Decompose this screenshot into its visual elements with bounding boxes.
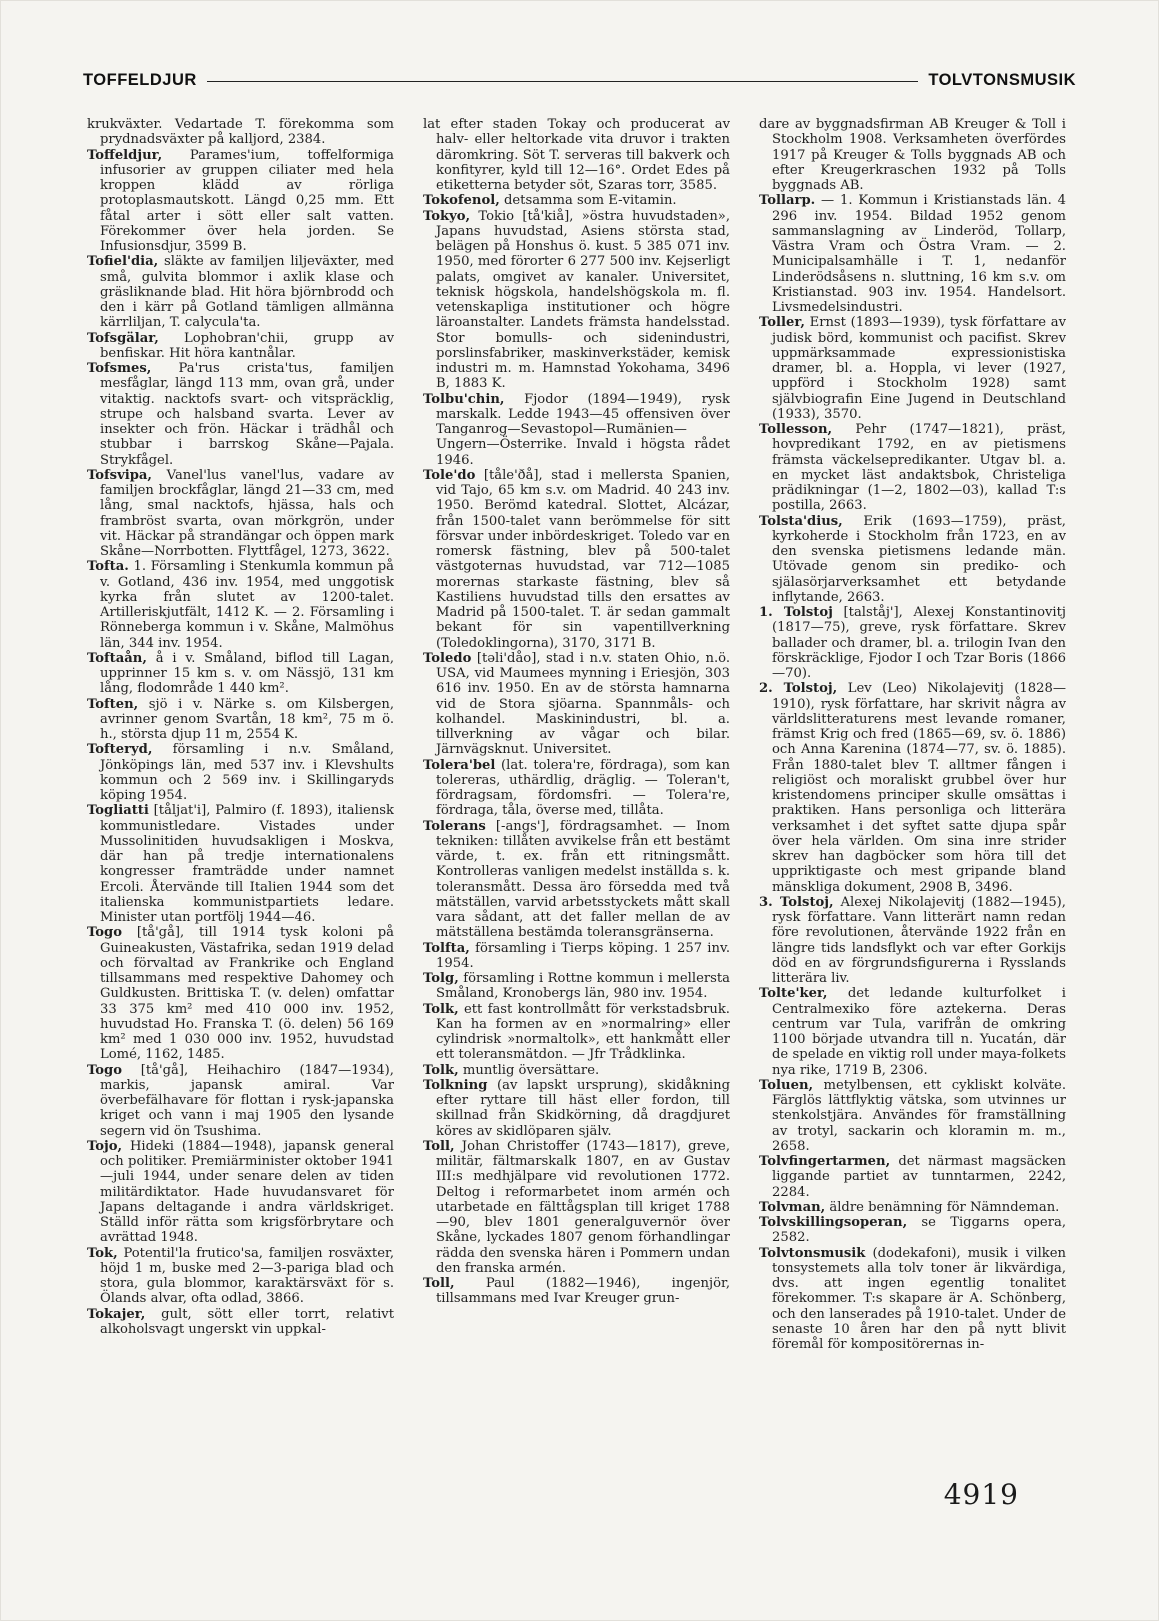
entry-headword: Tolk, <box>423 1001 459 1017</box>
entry-text: muntlig översättare. <box>458 1062 600 1078</box>
entry-text: Erik (1693—1759), präst, kyrkoherde i Stockholm från 1723, en av den svenska pietismens ledande män. Utövade genom sin prediko- och själasörjarverksamhet ett betydande inflytande, 2663. <box>772 513 1066 605</box>
entry-text: Fjodor (1894—1949), rysk marskalk. Ledde 1943—45 offensiven över Tanganrog—Sevastopol—Rumänien—Ungern—Österrike. Invald i högsta rådet 1946. <box>436 391 730 468</box>
entry-headword: Tok, <box>87 1245 118 1261</box>
dictionary-entry <box>87 148 394 255</box>
dictionary-entry <box>87 1307 394 1338</box>
entry-headword: Togliatti <box>87 803 149 819</box>
entry-headword: Tolerans <box>423 818 486 834</box>
dictionary-entry <box>423 941 730 972</box>
entry-headword: Tolera'bel <box>423 757 496 773</box>
entry-text: detsamma som E-vitamin. <box>499 193 677 209</box>
dictionary-entry <box>87 697 394 743</box>
entry-headword: Tokyo, <box>423 208 471 224</box>
dictionary-entry <box>759 1078 1066 1154</box>
entry-text: Parames'ium, toffelformiga infusorier av gruppen ciliater med hela kroppen klädd av rörliga protoplasmautskott. Längd 0,25 mm. Ett fåtal arter i sött eller salt vatten. Förekommer över hela jorden. Se Infusionsdjur, 3599 B. <box>100 147 394 254</box>
dictionary-entry <box>759 605 1066 681</box>
entry-text: [təli'dåo], stad i n.v. staten Ohio, n.ö. USA, vid Maumees mynning i Eriesjön, 303 616 inv. 1950. En av de största hamnarna vid de Stora sjöarna. Spannmåls- och kolhandel. Maskinindustri, bl. a. tillverkning av vågar och bilar. Järnvägsknut. Universitet. <box>436 650 730 758</box>
dictionary-entry <box>423 209 730 392</box>
dictionary-entry <box>759 1154 1066 1200</box>
entry-headword: 1. Tolstoj <box>759 605 833 620</box>
entry-text: Lev (Leo) Nikolajevitj (1828—1910), rysk författare, har skrivit några av världslitteraturens mest levande romaner, främst Krig och fred (1865—69, sv. ö. 1886) och Anna Karenina (1874—77, sv. ö. 1885). Från 1880-talet blev T. alltmer fången i religiöst och moraliskt grubbel över hur kristendomens principer skulle omsättas i praktiken. Hans personliga och litterära verksamhet i det syftet satte djupa spår över hela världen. Om sina inre strider skrev han dagböcker som höra till det uppriktigaste och mest gripande bland mänskliga dokument, 2908 B, 3496. <box>772 681 1066 895</box>
header-rule <box>207 81 919 82</box>
dictionary-entry <box>759 117 1066 193</box>
entry-headword: Toledo <box>423 650 472 666</box>
entry-headword: Tofiel'dia, <box>87 254 159 270</box>
entry-headword: Tolfta, <box>423 940 470 956</box>
header-right-guideword: TOLVTONSMUSIK <box>928 70 1076 89</box>
entry-headword: Tolvskillingsoperan, <box>759 1215 908 1230</box>
entry-headword: Togo <box>87 1062 122 1078</box>
entry-headword: Tojo, <box>87 1138 123 1154</box>
entry-headword: Toll, <box>423 1276 455 1291</box>
entry-headword: Tolkning <box>423 1077 488 1093</box>
column-2 <box>423 117 730 1487</box>
running-header <box>83 68 1076 92</box>
dictionary-entry <box>759 986 1066 1078</box>
column-3 <box>759 117 1066 1487</box>
entry-text: Ernst (1893—1939), tysk författare av judisk börd, kommunist och pacifist. Skrev uppmärksammade expressionistiska dramer, bl. a. Hoppla, vi lever (1927, uppförd i Stockholm 1928) samt självbiografin Eine Jugend in Deutschland (1933), 3570. <box>772 315 1066 422</box>
entry-text: äldre benämning för Nämndeman. <box>825 1199 1060 1215</box>
entry-headword: Tofsgälar, <box>87 330 159 346</box>
entry-headword: Tolte'ker, <box>759 986 828 1002</box>
dictionary-entry <box>423 1276 730 1307</box>
dictionary-entry <box>87 651 394 697</box>
dictionary-entry <box>87 803 394 925</box>
dictionary-entry <box>423 1063 730 1078</box>
entry-text: Potentil'la frutico'sa, familjen rosväxter, höjd 1 m, buske med 2—3-pariga blad och stora, gula blommor, karaktärsväxt för s. Ölands alvar, ofta odlad, 3866. <box>100 1245 394 1307</box>
entry-text: det ledande kulturfolket i Centralmexiko före aztekerna. Deras centrum var Tula, varifrån de omkring 1100 började utvandra till n. Yucatán, där de spelade en viktig roll under maya-folkets nya rike, 1719 B, 2306. <box>772 986 1066 1078</box>
dictionary-entry <box>759 422 1066 514</box>
entry-headword: Toll, <box>423 1138 455 1154</box>
entry-text: lat efter staden Tokay och producerat av halv- eller heltorkade vita druvor i trakten däromkring. Söt T. serveras till bakverk och konfityrer, kyld till 12—16°. Ordet Edes på etiketterna betyder söt, Szaras torr, 3585. <box>423 117 730 193</box>
entry-text: krukväxter. Vedartade T. förekomma som prydnadsväxter på kalljord, 2384. <box>87 117 394 148</box>
dictionary-entry <box>423 651 730 758</box>
dictionary-entry <box>759 895 1066 987</box>
entry-text: Hideki (1884—1948), japansk general och politiker. Premiärminister oktober 1941—juli 1944, under senare delen av tiden militärdiktator. Hade huvudansvaret för Japans deltagande i andra världskriget. Ställd inför rätta som krigsförbrytare och avrättad 1948. <box>100 1138 394 1246</box>
entry-text: (av lapskt ursprung), skidåkning efter ryttare till häst eller fordon, till skillnad från Skidkörning, då dragdjuret köres av skidlöparen själv. <box>436 1077 730 1139</box>
entry-text: släkte av familjen liljeväxter, med små, gulvita blommor i axlik klase och gräsliknande blad. Hit höra björnbrodd och den i kärr på Gotland tämligen allmänna kärrliljan, T. calycula'ta. <box>100 254 394 331</box>
entry-headword: Tolvman, <box>759 1199 826 1215</box>
entry-text: [tå'gå], Heihachiro (1847—1934), markis, japansk amiral. Var överbefälhavare för flottan i rysk-japanska kriget och vann i maj 1905 den lysande segern vid ön Tsushima. <box>100 1062 394 1139</box>
dictionary-entry <box>423 819 730 941</box>
entry-headword: Tofteryd, <box>87 742 153 758</box>
dictionary-entry <box>759 315 1066 422</box>
dictionary-entry <box>759 514 1066 606</box>
dictionary-entry <box>759 1200 1066 1215</box>
header-left-guideword: TOFFELDJUR <box>83 70 197 89</box>
entry-headword: Toften, <box>87 696 139 712</box>
dictionary-entry <box>423 1139 730 1276</box>
entry-headword: Tollarp. <box>759 193 816 209</box>
dictionary-entry <box>87 468 394 560</box>
entry-headword: Tokajer, <box>87 1306 146 1322</box>
entry-headword: 3. Tolstoj, <box>759 894 834 910</box>
dictionary-entry <box>87 331 394 362</box>
entry-headword: Toftaån, <box>87 650 147 666</box>
entry-text: Pa'rus crista'tus, familjen mesfåglar, längd 113 mm, ovan grå, under vitaktig. nacktofs svart- och vitspräcklig, strupe och halsband svarta. Lever av insekter och frön. Häckar i trädhål och stubbar i barrskog Skåne—Pajala. Strykfågel. <box>100 361 394 468</box>
entry-text: [tåljat'i], Palmiro (f. 1893), italiensk kommunistledare. Vistades under Mussolinitiden huvudsakligen i Moskva, där han på tredje internationalens kongresser framträdde under namnet Ercoli. Återvände till Italien 1944 som det italienska kommunistpartiets ledare. Minister utan portfölj 1944—46. <box>100 803 394 925</box>
dictionary-entry <box>423 971 730 1002</box>
entry-text: — 1. Kommun i Kristianstads län. 4 296 inv. 1954. Bildad 1952 genom sammanslagning av Linderöd, Tollarp, Västra Vram och Östra Vram. — 2. Municipalsamhälle i T. 1, nedanför Linderödsåsens n. sluttning, 16 km s.v. om Kristianstad. 903 inv. 1954. Handelsort. Livsmedelsindustri. <box>772 193 1066 315</box>
entry-text: ett fast kontrollmått för verkstadsbruk. Kan ha formen av en »normalring» eller cylindrisk »normaltolk», ett hankmått eller ett toleransmätdon. — Jfr Trådklinka. <box>436 1001 730 1063</box>
entry-text: dare av byggnadsfirman AB Kreuger & Toll i Stockholm 1908. Verksamheten överfördes 1917 på Kreuger & Tolls byggnads AB och efter Kreugerkraschen 1932 på Tolls byggnads AB. <box>759 117 1066 193</box>
entry-text: Pehr (1747—1821), präst, hovpredikant 1792, en av pietismens främsta väckelsepredikanter. Utgav bl. a. en mycket läst andaktsbok, Christeliga prädikningar (1—2, 1802—03), kallad T:s postilla, 2663. <box>772 422 1066 514</box>
dictionary-entry <box>87 361 394 468</box>
entry-headword: Tolvtonsmusik <box>759 1245 866 1261</box>
dictionary-entry <box>87 254 394 330</box>
entry-headword: Tolk, <box>423 1062 459 1078</box>
dictionary-entry <box>759 193 1066 315</box>
dictionary-entry <box>423 758 730 819</box>
entry-text: [talståj'], Alexej Konstantinovitj (1817—75), greve, rysk författare. Skrev ballader och dramer, bl. a. trilogin Ivan den förskräcklige, Fjodor I och Tzar Boris (1866—70). <box>772 605 1066 681</box>
entry-headword: Tolvfingertarmen, <box>759 1154 891 1169</box>
entry-text: [tåle'ðå], stad i mellersta Spanien, vid Tajo, 65 km s.v. om Madrid. 40 243 inv. 1950. Berömd katedral. Slottet, Alcázar, från 1500-talet vann berömmelse för sitt försvar under inbördeskriget. Toledo var en romersk fästning, blev på 500-talet västgoternas huvudstad, var 712—1085 morernas starkaste fästning, blev så Kastiliens huvudstad tills den ersattes av Madrid på 1500-talet. T. är sedan gammalt bekant för sin vapentillverkning (Toledoklingorna), 3170, 3171 B. <box>436 467 730 651</box>
column-1 <box>87 117 394 1487</box>
entry-text: församling i n.v. Småland, Jönköpings län, med 537 inv. i Klevshults kommun och 2 569 inv. i Skillingaryds köping 1954. <box>100 742 394 803</box>
dictionary-entry <box>87 1063 394 1139</box>
entry-text: [-angs'], fördragsamhet. — Inom tekniken: tillåten avvikelse från ett bestämt värde, t. ex. från ett ritningsmått. Kontrolleras vanligen medelst inställda s. k. toleransmått. Dessa äro försedda med två mätställen, varvid arbetsstyckets mått skall vara sådant, att det faller mellan de av mätställena bestämda toleransgränserna. <box>436 818 730 941</box>
dictionary-entry <box>759 681 1066 895</box>
dictionary-entry <box>87 117 394 148</box>
entry-text: 1. Församling i Stenkumla kommun på v. Gotland, 436 inv. 1954, med unggotisk kyrka från slutet av 1200-talet. Artilleriskjutfält, 1412 K. — 2. Församling i Rönneberga kommun i v. Skåne, Malmöhus län, 344 inv. 1954. <box>100 559 394 651</box>
dictionary-entry <box>423 468 730 651</box>
dictionary-entry <box>423 1002 730 1063</box>
dictionary-entry <box>423 392 730 468</box>
entry-text: sjö i v. Närke s. om Kilsbergen, avrinner genom Svartån, 18 km², 75 m ö. h., största djup 11 m, 2554 K. <box>100 696 394 742</box>
dictionary-entry <box>759 1215 1066 1246</box>
page-number: 4919 <box>943 1478 1019 1511</box>
dictionary-entry <box>87 1246 394 1307</box>
dictionary-entry <box>423 193 730 208</box>
dictionary-entry <box>87 1139 394 1246</box>
entry-headword: Toffeldjur, <box>87 147 163 163</box>
entry-text: församling i Rottne kommun i mellersta Småland, Kronobergs län, 980 inv. 1954. <box>436 971 730 1002</box>
entry-headword: Toller, <box>759 315 805 331</box>
dictionary-entry <box>759 1246 1066 1353</box>
entry-text: metylbensen, ett cykliskt kolväte. Färglös lättflyktig vätska, som utvinnes ur stenkolstjära. Användes för framställning av trotyl, sackarin och kloramin m. m., 2658. <box>772 1077 1066 1154</box>
entry-headword: Tolsta'dius, <box>759 513 843 529</box>
entry-headword: Tokofenol, <box>423 193 500 209</box>
dictionary-entry <box>423 1078 730 1139</box>
entry-headword: Tolbu'chin, <box>423 391 505 407</box>
entry-headword: 2. Tolstoj, <box>759 681 838 697</box>
entry-headword: Togo <box>87 925 122 941</box>
dictionary-entry <box>87 925 394 1062</box>
entry-headword: Tolg, <box>423 971 459 986</box>
entry-text: Lophobran'chii, grupp av benfiskar. Hit höra kantnålar. <box>100 330 394 361</box>
entry-text: (lat. tolera're, fördraga), som kan tolereras, uthärdlig, dräglig. — Toleran't, fördragsam, fördomsfri. — Tolera're, fördraga, tåla, överse med, tillåta. <box>436 757 730 819</box>
dictionary-entry <box>87 559 394 651</box>
entry-text: Vanel'lus vanel'lus, vadare av familjen brockfåglar, längd 21—33 cm, med lång, smal nacktofs, hjässa, hals och frambröst svarta, ovan mörkgrön, under vit. Häckar på strandängar och öppen mark Skåne—Norrbotten. Flyttfågel, 1273, 3622. <box>100 467 394 559</box>
entry-headword: Tofsmes, <box>87 361 152 376</box>
entry-headword: Tole'do <box>423 467 476 483</box>
entry-text: [tå'gå], till 1914 tysk koloni på Guineakusten, Västafrika, sedan 1919 delad och förvaltad av Frankrike och England tillsammans med respektive Dahomey och Guldkusten. Brittiska T. (v. delen) omfattar 33 375 km² med 410 000 inv. 1952, huvudstad Ho. Franska T. (ö. delen) 56 169 km² med 1 030 000 inv. 1952, huvudstad Lomé, 1162, 1485. <box>100 925 394 1063</box>
text-columns <box>87 117 1067 1487</box>
dictionary-entry <box>423 117 730 193</box>
entry-text: Johan Christoffer (1743—1817), greve, militär, fältmarskalk 1807, en av Gustav III:s medhjälpare vid revolutionen 1772. Deltog i reformarbetet inom armén och utarbetade en fälttågsplan till kriget 1788—90, blev 1801 generalguvernör över Skåne, lyckades 1807 genom förhandlingar rädda den svenska hären i Pommern undan den franska armén. <box>436 1138 730 1276</box>
entry-text: Paul (1882—1946), ingenjör, tillsammans med Ivar Kreuger grun- <box>436 1276 730 1307</box>
entry-headword: Toluen, <box>759 1077 814 1093</box>
entry-headword: Tofta. <box>87 559 129 575</box>
dictionary-entry <box>87 742 394 803</box>
entry-text: församling i Tierps köping. 1 257 inv. 1954. <box>436 940 730 971</box>
entry-text: Tokio [tå'kiå], »östra huvudstaden», Japans huvudstad, Asiens största stad, belägen på Honshus ö. kust. 5 385 071 inv. 1950, med förorter 6 277 500 inv. Kejserligt palats, omgivet av kanaler. Universitet, teknisk högskola, handelshögskola m. fl. vetenskapliga institutioner och högre läroanstalter. Landets främsta handelsstad. Stor bomulls- och sidenindustri, porslinsfabriker, maskinverkstäder, kemisk industri m. m. Hamnstad Yokohama, 3496 B, 1883 K. <box>436 208 730 392</box>
entry-headword: Tofsvipa, <box>87 467 152 483</box>
entry-text: (dodekafoni), musik i vilken tonsystemets alla tolv toner är likvärdiga, dvs. att ingen egentlig tonalitet förekommer. T:s skapare är A. Schönberg, och den lanserades på 1910-talet. Under de senaste 10 åren har den på nytt blivit föremål för kompositörernas in- <box>772 1245 1066 1352</box>
entry-text: å i v. Småland, biflod till Lagan, upprinner 15 km s. v. om Nässjö, 131 km lång, flodområde 1 440 km². <box>100 650 394 697</box>
entry-text: gult, sött eller torrt, relativt alkoholsvagt ungerskt vin uppkal- <box>100 1306 394 1337</box>
entry-text: Alexej Nikolajevitj (1882—1945), rysk författare. Vann litterärt namn redan före revolutionen, återvände 1922 från en längre tids landsflykt och var efter Gorkijs död en av förgrundsfigurerna i Rysslands litterära liv. <box>772 894 1066 986</box>
entry-headword: Tollesson, <box>759 422 833 437</box>
entry-text: se Tiggarns opera, 2582. <box>772 1215 1066 1246</box>
entry-text: det närmast magsäcken liggande partiet av tunntarmen, 2242, 2284. <box>772 1154 1066 1200</box>
